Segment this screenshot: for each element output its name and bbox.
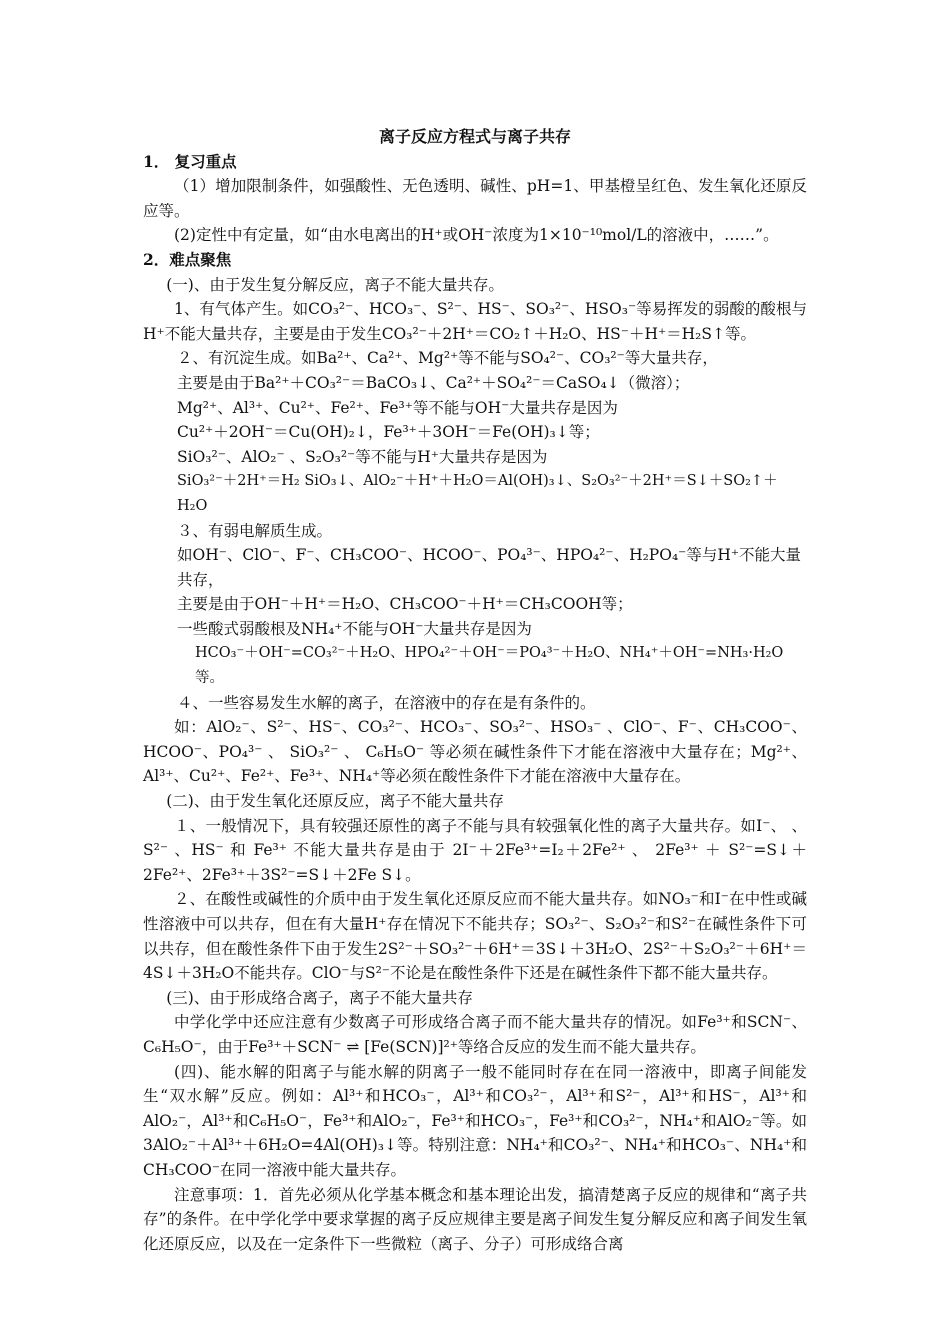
paragraph: 主要是由于OH⁻＋H⁺＝H₂O、CH₃COO⁻＋H⁺＝CH₃COOH等； bbox=[177, 595, 633, 614]
paragraph: 如：AlO₂⁻、S²⁻、HS⁻、CO₃²⁻、HCO₃⁻、SO₃²⁻、HSO₃⁻ 、ClO⁻、F⁻、CH₃COO⁻、HCOO⁻、PO₄³⁻ 、 SiO₃²⁻ 、 C₆H₅O⁻ 等必须在碱性条件下才能在溶液中大量存在；Mg²⁺、Al³⁺、Cu²⁺、Fe²⁺、Fe³⁺、NH₄⁺等必须在酸性条件下才能在溶液中大量存在。 bbox=[143, 718, 807, 786]
paragraph: (四)、能水解的阳离子与能水解的阴离子一般不能同时存在在同一溶液中，即离子间能发生“双水解”反应。例如：Al³⁺和HCO₃⁻，Al³⁺和CO₃²⁻，Al³⁺和S²⁻，Al³⁺和HS⁻，Al³⁺和AlO₂⁻，Al³⁺和C₆H₅O⁻，Fe³⁺和AlO₂⁻，Fe³⁺和HCO₃⁻，Fe³⁺和CO₃²⁻，NH₄⁺和AlO₂⁻等。如3AlO₂⁻＋Al³⁺＋6H₂O=4Al(OH)₃↓等。特别注意：NH₄⁺和CO₃²⁻、NH₄⁺和HCO₃⁻、NH₄⁺和CH₃COO⁻在同一溶液中能大量共存。 bbox=[143, 1062, 807, 1179]
equation-line: HCO₃⁻＋OH⁻=CO₃²⁻＋H₂O、HPO₄²⁻＋OH⁻＝PO₄³⁻＋H₂O、NH₄⁺＋OH⁻=NH₃·H₂O等。 bbox=[195, 645, 784, 687]
subsection-heading: (一)、由于发生复分解反应，离子不能大量共存。 bbox=[166, 275, 504, 294]
subsection-heading: (三)、由于形成络合离子，离子不能大量共存 bbox=[166, 988, 473, 1007]
paragraph: ２、有沉淀生成。如Ba²⁺、Ca²⁺、Mg²⁺等不能与SO₄²⁻、CO₃²⁻等大量共存， bbox=[177, 349, 718, 368]
document-title: 离子反应方程式与离子共存 bbox=[378, 127, 571, 146]
paragraph: 中学化学中还应注意有少数离子可形成络合离子而不能大量共存的情况。如Fe³⁺和SCN⁻、C₆H₅O⁻，由于Fe³⁺＋SCN⁻ ⇌ [Fe(SCN)]²⁺等络合反应的发生而不能大量共存。 bbox=[143, 1013, 807, 1056]
paragraph-notes: 注意事项：1．首先必须从化学基本概念和基本理论出发，搞清楚离子反应的规律和“离子共存”的条件。在中学化学中要求掌握的离子反应规律主要是离子间发生复分解反应和离子间发生氧化还原反应，以及在一定条件下一些微粒（离子、分子）可形成络合离 bbox=[143, 1185, 807, 1253]
section-heading-review: 1． 复习重点 bbox=[143, 151, 237, 171]
paragraph: 如OH⁻、ClO⁻、F⁻、CH₃COO⁻、HCOO⁻、PO₄³⁻、HPO₄²⁻、H₂PO₄⁻等与H⁺不能大量共存， bbox=[177, 546, 802, 589]
paragraph: Cu²⁺＋2OH⁻＝Cu(OH)₂↓，Fe³⁺＋3OH⁻＝Fe(OH)₃↓等； bbox=[177, 423, 600, 442]
paragraph: ４、一些容易发生水解的离子，在溶液中的存在是有条件的。 bbox=[177, 693, 596, 712]
paragraph: ３、有弱电解质生成。 bbox=[177, 521, 333, 540]
paragraph: 一些酸式弱酸根及NH₄⁺不能与OH⁻大量共存是因为 bbox=[177, 619, 532, 638]
paragraph: 1、有气体产生。如CO₃²⁻、HCO₃⁻、S²⁻、HS⁻、SO₃²⁻、HSO₃⁻等易挥发的弱酸的酸根与H⁺不能大量共存，主要是由于发生CO₃²⁻＋2H⁺＝CO₂↑＋H₂O、HS⁻＋H⁺＝H₂S↑等。 bbox=[143, 300, 807, 343]
paragraph: ２、在酸性或碱性的介质中由于发生氧化还原反应而不能大量共存。如NO₃⁻和I⁻在中性或碱性溶液中可以共存，但在有大量H⁺存在情况下不能共存；SO₃²⁻、S₂O₃²⁻和S²⁻在碱性条件下可以共存，但在酸性条件下由于发生2S²⁻＋SO₃²⁻＋6H⁺＝3S↓＋3H₂O、2S²⁻＋S₂O₃²⁻＋6H⁺＝4S↓＋3H₂O不能共存。ClO⁻与S²⁻不论是在酸性条件下还是在碱性条件下都不能大量共存。 bbox=[143, 890, 807, 983]
paragraph: 主要是由于Ba²⁺＋CO₃²⁻＝BaCO₃↓、Ca²⁺＋SO₄²⁻＝CaSO₄↓（微溶）； bbox=[177, 373, 690, 392]
paragraph: SiO₃²⁻、AlO₂⁻ 、S₂O₃²⁻等不能与H⁺大量共存是因为 bbox=[177, 447, 548, 466]
paragraph: （1）增加限制条件，如强酸性、无色透明、碱性、pH=1、甲基橙呈红色、发生氧化还原反应等。 bbox=[143, 177, 807, 220]
paragraph: Mg²⁺、Al³⁺、Cu²⁺、Fe²⁺、Fe³⁺等不能与OH⁻大量共存是因为 bbox=[177, 398, 618, 417]
section-heading-focus: 2．难点聚焦 bbox=[143, 249, 232, 269]
paragraph: １、一般情况下，具有较强还原性的离子不能与具有较强氧化性的离子大量共存。如I⁻、 、S²⁻ 、HS⁻ 和 Fe³⁺ 不能大量共存是由于 2I⁻＋2Fe³⁺=I₂＋2Fe²⁺ 、 2Fe³⁺ ＋ S²⁻=S↓＋2Fe²⁺、2Fe³⁺＋3S²⁻=S↓＋2Fe S↓。 bbox=[143, 816, 807, 884]
subsection-heading: (二)、由于发生氧化还原反应，离子不能大量共存 bbox=[166, 792, 504, 811]
paragraph: (2)定性中有定量，如“由水电离出的H⁺或OH⁻浓度为1×10⁻¹⁰mol/L的溶液中，……”。 bbox=[174, 226, 779, 245]
equation-line: SiO₃²⁻＋2H⁺＝H₂ SiO₃↓、AlO₂⁻＋H⁺＋H₂O＝Al(OH)₃↓、S₂O₃²⁻＋2H⁺＝S↓＋SO₂↑＋H₂O bbox=[177, 473, 778, 514]
document-body bbox=[143, 125, 807, 1256]
